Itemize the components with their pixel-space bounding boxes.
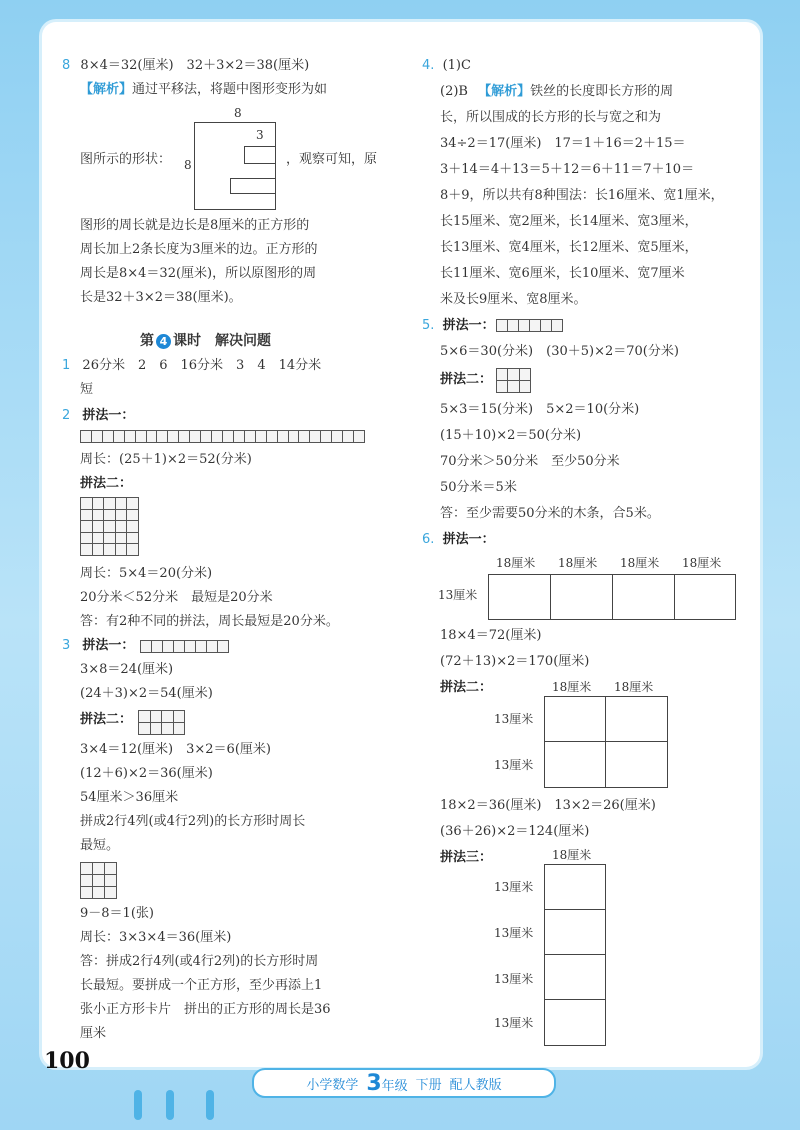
q2-strip-figure xyxy=(80,430,365,443)
section-title-pre: 第 xyxy=(140,333,154,349)
q1-line1 xyxy=(62,356,321,376)
footer-edition: 配人教版 xyxy=(449,1077,502,1093)
q6-number: 6 xyxy=(422,532,431,547)
q5-b2: (15＋10)×2＝50(分米) xyxy=(440,428,582,443)
q8-line6: 周长是8×4＝32(厘米)，所以原图形的周 xyxy=(80,266,317,281)
section-title-post: 课时 解决问题 xyxy=(173,333,271,349)
footer-subject: 小学数学 xyxy=(306,1077,359,1093)
q8-line2 xyxy=(80,80,327,100)
q4-number: 4 xyxy=(422,58,431,73)
q6-f3-width: 18厘米 xyxy=(552,848,592,862)
q3-rect-figure xyxy=(138,710,185,735)
q2-square-figure xyxy=(80,497,139,556)
page-number: 100 xyxy=(44,1048,90,1074)
q2-method1 xyxy=(62,406,134,426)
fig-label-top: 8 xyxy=(234,106,242,120)
q3-b2: (12＋6)×2＝36(厘米) xyxy=(80,766,213,781)
q6-f2-height-2: 13厘米 xyxy=(494,758,534,772)
q6-f3-height-2: 13厘米 xyxy=(494,926,534,940)
fig-square xyxy=(194,122,276,210)
q3-f3: 张小正方形卡片 拼出的正方形的周长是36 xyxy=(80,1002,331,1017)
q2-perimeter2: 周长：5×4＝20(分米) xyxy=(80,566,213,581)
q3-f4: 厘米 xyxy=(80,1026,107,1041)
q3-d1: 拼成2行4列(或4行2列)的长方形时周长 xyxy=(80,814,306,829)
q6-f1-width-4: 18厘米 xyxy=(682,556,722,570)
q5-method1: 5. 拼法一： xyxy=(422,318,495,333)
q3-number: 3 xyxy=(62,638,71,653)
q8-line5: 周长加上2条长度为3厘米的边。正方形的 xyxy=(80,242,318,257)
q8-line1 xyxy=(62,56,309,76)
q5-compare: 70分米＞50分米 至少50分米 xyxy=(440,454,620,469)
q5-convert: 50分米＝5米 xyxy=(440,480,517,495)
analysis-tag: 【解析】 xyxy=(80,82,133,97)
q8-line3a: 图所示的形状： xyxy=(80,152,172,167)
fig-notch-top xyxy=(244,146,275,164)
q4-line4: 34÷2＝17(厘米) 17＝1＋16＝2＋15＝ xyxy=(440,136,686,151)
q3-e1: 9－8＝1(张) xyxy=(80,906,154,921)
q2-number: 2 xyxy=(62,408,71,423)
decor-bar-1 xyxy=(134,1090,142,1120)
decor-bar-2 xyxy=(166,1090,174,1120)
q2-perimeter1: 周长：(25＋1)×2＝52(分米) xyxy=(80,452,252,467)
q3-a1: 3×8＝24(厘米) xyxy=(80,662,174,677)
q4-line6: 8＋9，所以共有8种围法：长16厘米、宽1厘米， xyxy=(440,188,724,203)
q4-answer2: (2)B xyxy=(440,84,468,99)
q8-number: 8 xyxy=(62,58,71,73)
q6-method3-label: 拼法三： xyxy=(440,850,493,865)
q4-answer1: (1)C xyxy=(442,58,471,73)
q4-line1: 4. (1)C xyxy=(422,58,471,73)
q3-f2: 长最短。要拼成一个正方形，至少再添上1 xyxy=(80,978,323,993)
q6-figure1 xyxy=(438,554,738,624)
q5-a1: 5×6＝30(分米) (30＋5)×2＝70(分米) xyxy=(440,344,679,359)
q4-line3: 长，所以围成的长方形的长与宽之和为 xyxy=(440,110,662,125)
q4-text-2: 铁丝的长度即长方形的周 xyxy=(530,84,674,99)
q6-method1-label: 拼法一： xyxy=(442,532,495,547)
section-title xyxy=(140,330,271,350)
q6-f1-width-1: 18厘米 xyxy=(496,556,536,570)
q6-f2-height-1: 13厘米 xyxy=(494,712,534,726)
footer-grade-word: 年级 xyxy=(381,1078,408,1094)
q1-answer: 26分米 2 6 16分米 3 4 14分米 xyxy=(82,358,322,373)
q6-b2: (36＋26)×2＝124(厘米) xyxy=(440,824,590,839)
q8-line4: 图形的周长就是边长是8厘米的正方形的 xyxy=(80,218,310,233)
q4-line9: 长11厘米、宽6厘米，长10厘米、宽7厘米 xyxy=(440,266,685,281)
q3-d2: 最短。 xyxy=(80,838,120,853)
q5-rect-figure xyxy=(496,368,531,393)
q6-f1-width-3: 18厘米 xyxy=(620,556,660,570)
q6-f3-rect xyxy=(544,864,606,1046)
q2-method1-label: 拼法一： xyxy=(82,408,135,423)
q6-f3-height-1: 13厘米 xyxy=(494,880,534,894)
q6-f1-height: 13厘米 xyxy=(438,588,478,602)
q6-method1: 6. 拼法一： xyxy=(422,532,495,547)
q3-method1-label: 拼法一： xyxy=(82,638,135,653)
q4-line2 xyxy=(440,82,673,102)
q6-figure3 xyxy=(494,846,614,1046)
q3-square-figure xyxy=(80,862,117,899)
q5-b1: 5×3＝15(分米) 5×2＝10(分米) xyxy=(440,402,640,417)
q6-a1: 18×4＝72(厘米) xyxy=(440,628,542,643)
q6-a2: (72＋13)×2＝170(厘米) xyxy=(440,654,590,669)
q3-a2: (24＋3)×2＝54(厘米) xyxy=(80,686,213,701)
q3-method2-label: 拼法二： xyxy=(80,712,133,727)
q4-line5: 3＋14＝4＋13＝5＋12＝6＋11＝7＋10＝ xyxy=(440,162,695,177)
q5-number: 5 xyxy=(422,318,431,333)
q5-method2-label: 拼法二： xyxy=(440,372,493,387)
fig-label-left: 8 xyxy=(184,158,192,172)
q6-f2-width-2: 18厘米 xyxy=(614,680,654,694)
fig-notch-bottom xyxy=(230,178,275,194)
q8-text-2: 通过平移法，将题中图形变形为如 xyxy=(132,82,328,97)
footer-badge xyxy=(252,1068,556,1098)
q4-line7: 长15厘米、宽2厘米，长14厘米、宽3厘米， xyxy=(440,214,698,229)
q8-line3b: ，观察可知，原 xyxy=(286,152,378,167)
q6-f2-rect xyxy=(544,696,668,788)
q3-b1: 3×4＝12(厘米) 3×2＝6(厘米) xyxy=(80,742,271,757)
q3-compare: 54厘米＞36厘米 xyxy=(80,790,179,805)
q3-method1 xyxy=(62,636,134,656)
q1-line2: 短 xyxy=(80,382,94,397)
q2-answer: 答：有2种不同的拼法，周长最短是20分米。 xyxy=(80,614,339,629)
q2-method2-label: 拼法二： xyxy=(80,476,133,491)
q5-method1-label: 拼法一： xyxy=(442,318,495,333)
q5-answer: 答：至少需要50分米的木条，合5米。 xyxy=(440,506,660,521)
q6-method2-label: 拼法二： xyxy=(440,680,493,695)
q8-figure xyxy=(182,106,288,210)
q1-number: 1 xyxy=(62,358,71,373)
footer-term: 下册 xyxy=(415,1077,442,1093)
q6-f3-height-4: 13厘米 xyxy=(494,1016,534,1030)
q4-line8: 长13厘米、宽4厘米，长12厘米、宽5厘米， xyxy=(440,240,698,255)
q5-strip-figure xyxy=(496,319,563,332)
q6-f2-width-1: 18厘米 xyxy=(552,680,592,694)
q6-figure2 xyxy=(494,678,674,788)
q6-b1: 18×2＝36(厘米) 13×2＝26(厘米) xyxy=(440,798,656,813)
q4-analysis-tag: 【解析】 xyxy=(478,84,531,99)
q3-f1: 答：拼成2行4列(或4行2列)的长方形时周 xyxy=(80,954,319,969)
q6-f3-height-3: 13厘米 xyxy=(494,972,534,986)
fig-label-notch: 3 xyxy=(256,128,264,142)
q8-answer: 8×4＝32(厘米) 32＋3×2＝38(厘米) xyxy=(80,58,310,73)
decor-bar-3 xyxy=(206,1090,214,1120)
q4-line10: 米及长9厘米、宽8厘米。 xyxy=(440,292,587,307)
q6-f1-width-2: 18厘米 xyxy=(558,556,598,570)
q3-e2: 周长：3×3×4＝36(厘米) xyxy=(80,930,232,945)
q3-strip-figure xyxy=(140,640,229,653)
footer-grade-number: 3 xyxy=(366,1070,382,1096)
q8-line7: 长是32＋3×2＝38(厘米)。 xyxy=(80,290,242,305)
q2-compare: 20分米＜52分米 最短是20分米 xyxy=(80,590,273,605)
section-number-badge: 4 xyxy=(156,334,171,349)
